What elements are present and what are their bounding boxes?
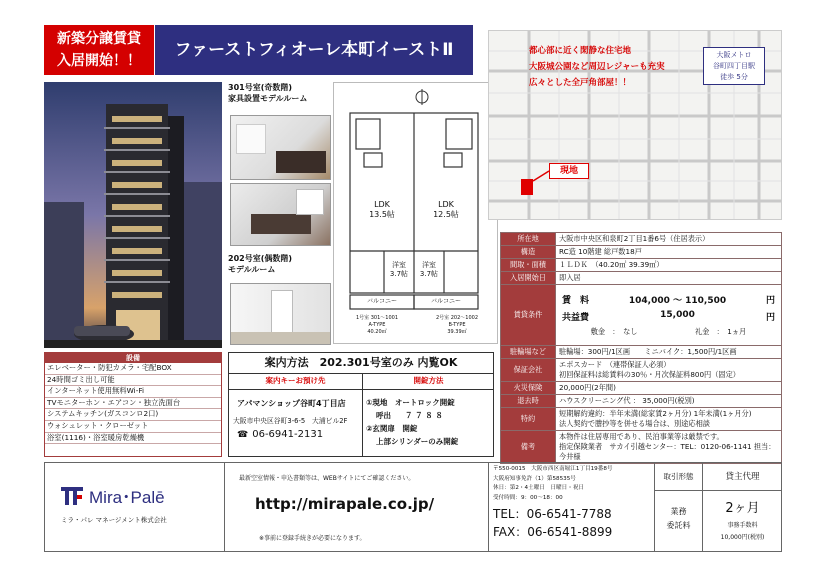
notes-line1: 本物件は住居専用であり、民泊事業等は厳禁です。 xyxy=(559,432,724,441)
plan-caption-a xyxy=(338,315,416,336)
spec-row-location xyxy=(501,233,782,246)
list-item: 24時間ゴミ出し可能 xyxy=(45,375,221,387)
plan-caption-b xyxy=(418,315,496,336)
company-logo-block xyxy=(45,463,225,551)
spec-value: RC造 10階建 総戸数18戸 xyxy=(556,246,782,259)
special-line1: 短期解約違約：半年未満(総家賃2ヶ月分) 1年未満(1ヶ月分) xyxy=(559,409,752,418)
site-marker xyxy=(521,179,533,195)
room202-caption-line2: モデルルーム xyxy=(228,265,276,274)
room301-caption-line2: 家具設置モデルルーム xyxy=(228,94,308,103)
room2-size: 3.7帖 xyxy=(419,270,439,278)
web-notice-bottom: ※事前に登録手続きが必要になります。 xyxy=(259,535,366,542)
plan-caption-a-units: 1号室 301〜1001 xyxy=(355,315,399,321)
unlock-steps xyxy=(363,390,494,448)
shop-phone-number: 06-6941-2131 xyxy=(252,429,324,440)
commission-label-2: 委託料 xyxy=(666,521,691,530)
spec-row-moveout xyxy=(501,395,782,408)
spec-key: 構造 xyxy=(501,246,556,259)
web-notice-top: 最新空室情報・申込書類等は、WEBサイトにてご確認ください。 xyxy=(239,475,415,482)
spec-key: 特約 xyxy=(501,408,556,431)
notes-line2: 指定保険業者 サカイ引越センター：TEL：0120-06-1141 担当：今井様 xyxy=(559,442,776,461)
room301-photo-living xyxy=(230,115,331,180)
map-callout-line3: 広々とした全戸角部屋！！ xyxy=(529,78,632,88)
station-box xyxy=(703,47,765,85)
company-holidays: 休日：第2・4土曜日 日曜日・祝日 xyxy=(493,485,585,491)
rent-unit: 円 xyxy=(765,296,775,306)
guarantor-line1: エポスカード （連帯保証人必須） xyxy=(559,360,671,369)
rent-value: 104,000 〜 110,500 xyxy=(628,296,727,306)
commission-label xyxy=(655,491,703,551)
unlock-step-2: ②玄関扉 開錠 xyxy=(366,424,418,433)
rent-terms xyxy=(556,285,782,346)
form-value: 貸主代理 xyxy=(703,463,782,491)
ldk2-label xyxy=(418,200,474,220)
spec-table xyxy=(500,232,782,464)
room301-caption-line1: 301号室(奇数階) xyxy=(228,83,293,92)
call-code: ７ ７ ８ ８ xyxy=(405,411,443,420)
company-fax: FAX：06-6541-8899 xyxy=(493,525,613,539)
unlock-step-2-detail: 上部シリンダーのみ開錠 xyxy=(376,437,459,446)
room202-caption xyxy=(228,253,331,279)
spec-row-layout xyxy=(501,259,782,272)
room301-caption xyxy=(228,82,331,112)
website-block xyxy=(225,463,489,551)
spec-key: 退去時 xyxy=(501,395,556,408)
room1-label xyxy=(384,261,414,279)
spec-key: 入居開始日 xyxy=(501,272,556,285)
spec-key: 間取・面積 xyxy=(501,259,556,272)
company-address: 〒550-0015 大阪市西区南堀江1丁目19番8号 xyxy=(493,466,613,472)
station-line1: 大阪メトロ xyxy=(716,51,752,59)
equipment-heading: 設備 xyxy=(45,353,221,363)
list-item: ウォシュレット・クローゼット xyxy=(45,421,221,433)
balcony1-label: バルコニー xyxy=(366,298,397,305)
fee-row xyxy=(562,310,775,323)
plan-caption-a-area: 40.20㎡ xyxy=(367,329,387,335)
station-line2: 谷町四丁目駅 xyxy=(713,62,755,70)
logo-sub: ミラ・パレ マネージメント株式会社 xyxy=(61,516,167,524)
spec-row-special xyxy=(501,408,782,431)
spec-value: １ＬＤＫ （40.20㎡ 39.39㎡） xyxy=(556,259,782,272)
spec-row-parking xyxy=(501,346,782,359)
ldk1-label xyxy=(354,200,410,220)
shop-address: 大阪市中央区谷町3-6-5 大浦ビル2F xyxy=(233,417,348,425)
shop-name: アパマンショップ谷町4丁目店 xyxy=(237,399,346,408)
company-tel: TEL：06-6541-7788 xyxy=(493,507,612,521)
list-item: システムキッチン(ガスコンロ2口) xyxy=(45,409,221,421)
key-shop-panel xyxy=(229,373,363,457)
fee-unit: 円 xyxy=(765,313,775,323)
spec-key: 賃貸条件 xyxy=(501,285,556,346)
ldk1-size: 13.5帖 xyxy=(369,210,395,219)
guide-title: 案内方法 202.301号室のみ 内覧OK xyxy=(229,353,493,374)
spec-row-guarantor xyxy=(501,359,782,382)
company-hours: 受付時間：9：00〜18：00 xyxy=(493,494,563,501)
spec-value: 20,000円(2年間) xyxy=(556,382,782,395)
rent-row xyxy=(562,293,775,306)
floor-plan xyxy=(333,82,498,344)
spec-key: 保証会社 xyxy=(501,359,556,382)
room202-photo xyxy=(230,283,331,345)
company-info xyxy=(489,463,655,551)
commission-label-1: 業務 xyxy=(670,507,687,516)
website-link[interactable]: http://mirapale.co.jp/ xyxy=(255,495,435,513)
new-lease-badge xyxy=(44,25,154,75)
mirapale-logo-icon xyxy=(61,485,83,507)
call-label: 呼出 xyxy=(376,411,391,420)
room2-label xyxy=(414,261,444,279)
shop-phone xyxy=(229,425,362,440)
company-license: 大阪府知事免許（1）第58535号 xyxy=(493,475,576,482)
plan-caption-b-area: 39.39㎡ xyxy=(447,329,467,335)
unlock-call-row xyxy=(366,409,494,422)
spec-key: 所在地 xyxy=(501,233,556,246)
room301-photo-bedroom xyxy=(230,183,331,246)
admin-fee-value: 10,000円(税別) xyxy=(720,534,765,541)
spec-value xyxy=(556,359,782,382)
spec-row-fire xyxy=(501,382,782,395)
badge-line-1: 新築分譲賃貸 xyxy=(57,31,141,47)
plan-caption-b-units: 2号室 202〜1002 xyxy=(435,315,479,321)
map-callout-line2: 大阪城公園など周辺レジャーも充実 xyxy=(529,62,665,72)
guarantor-line2: 初回保証料は総賃料の30％・月次保証料800円（固定） xyxy=(559,370,740,379)
spec-value: 駐輪場：300円/1区画 ミニバイク：1,500円/1区画 xyxy=(556,346,782,359)
site-label: 現地 xyxy=(549,163,589,179)
spec-value: 即入居 xyxy=(556,272,782,285)
room1-size: 3.7帖 xyxy=(389,270,409,278)
logo-name: Mira･Palē xyxy=(89,488,165,507)
list-item: 浴室(1116)・浴室暖房乾燥機 xyxy=(45,433,221,445)
list-item: エレベーター・防犯カメラ・宅配BOX xyxy=(45,363,221,375)
list-item: TVモニターホン・エアコン・独立洗面台 xyxy=(45,398,221,410)
unlock-step-1: ①現地 オートロック開錠 xyxy=(366,398,455,407)
badge-line-2: 入居開始！！ xyxy=(57,53,141,69)
ldk2-name: LDK xyxy=(438,200,454,209)
building-exterior-photo xyxy=(44,82,222,348)
area-map xyxy=(488,30,782,220)
transaction-info xyxy=(655,463,782,551)
spec-key: 備考 xyxy=(501,431,556,464)
list-item: インターネット使用無料Wi-Fi xyxy=(45,386,221,398)
deposit-row xyxy=(562,327,775,337)
commission-value: 2ヶ月 xyxy=(725,501,760,516)
fee-label: 共益費 xyxy=(562,313,590,323)
spec-value: ハウスクリーニング代 ： 35,000円(税別) xyxy=(556,395,782,408)
balcony2-label: バルコニー xyxy=(430,298,461,305)
spec-key: 駐輪場など xyxy=(501,346,556,359)
spec-row-structure xyxy=(501,246,782,259)
spec-value xyxy=(556,431,782,464)
special-line2: 法人契約で謄抄等を併せる場合は、別途応相談 xyxy=(559,419,710,428)
room202-caption-line1: 202号室(偶数階) xyxy=(228,254,293,263)
spec-row-terms xyxy=(501,285,782,346)
plan-caption-a-type: A-TYPE xyxy=(368,322,386,328)
room2-name: 洋室 xyxy=(422,261,436,269)
property-title: ファーストフィオーレ本町イーストⅡ xyxy=(155,25,473,75)
spec-value: 大阪市中央区和泉町2丁目1番6号（住居表示） xyxy=(556,233,782,246)
equipment-list xyxy=(44,352,222,457)
phone-icon: ☎ xyxy=(237,429,249,440)
ldk2-size: 12.5帖 xyxy=(433,210,459,219)
map-callout xyxy=(529,43,699,91)
admin-fee-label: 事務手数料 xyxy=(727,522,758,529)
form-label: 取引形態 xyxy=(655,463,703,491)
map-callout-line1: 都心部に近く閑静な住宅地 xyxy=(529,46,632,56)
fee-value: 15,000 xyxy=(660,310,695,320)
room1-name: 洋室 xyxy=(392,261,406,269)
rent-label: 賃 料 xyxy=(562,296,590,306)
unlock-panel xyxy=(363,373,494,457)
key-heading: 案内キーお預け先 xyxy=(229,373,362,390)
spec-row-notes xyxy=(501,431,782,464)
plan-caption-b-type: B-TYPE xyxy=(448,322,466,328)
ldk1-name: LDK xyxy=(374,200,390,209)
commission-value-block xyxy=(703,491,782,551)
unlock-heading: 開錠方法 xyxy=(363,373,494,390)
viewing-guide xyxy=(228,352,494,457)
spec-key: 火災保険 xyxy=(501,382,556,395)
station-line3: 徒歩 5分 xyxy=(720,73,748,81)
footer xyxy=(44,462,782,552)
spec-row-movein xyxy=(501,272,782,285)
key-money-text: 礼金 ： 1ヵ月 xyxy=(694,327,747,336)
spec-value xyxy=(556,408,782,431)
deposit-text: 敷金 ： なし xyxy=(590,327,638,336)
building-illustration xyxy=(44,82,222,348)
